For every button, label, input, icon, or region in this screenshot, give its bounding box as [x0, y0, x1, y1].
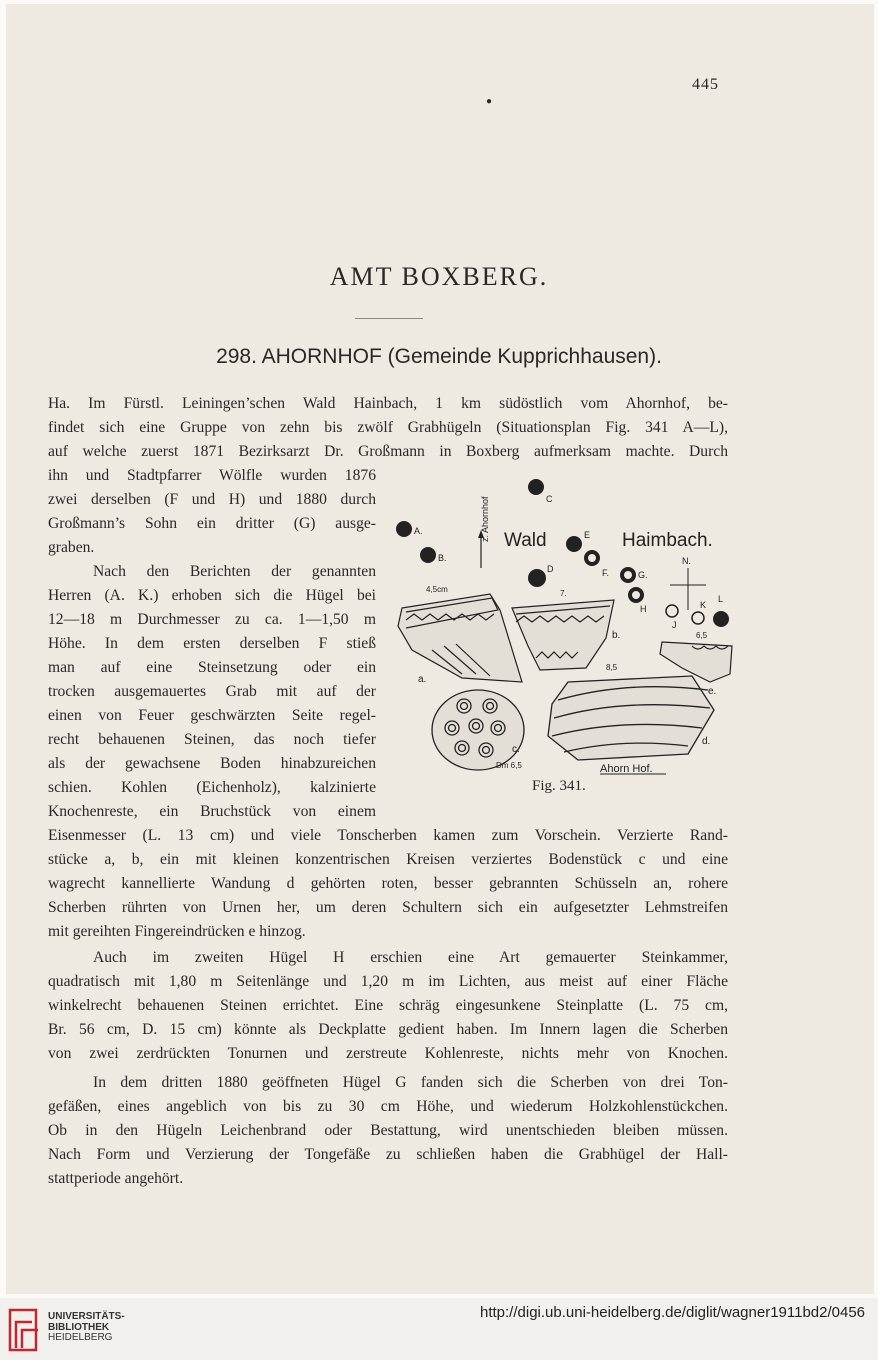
measure-label: 6,5 [696, 631, 708, 640]
mound-b [420, 547, 436, 563]
library-logo-icon [8, 1308, 42, 1352]
mound-label: D [547, 564, 554, 574]
sherd-c [432, 690, 524, 770]
mound-k [692, 612, 704, 624]
text-line: Ob in den Hügeln Leichenbrand oder Bestattung, wird unentschieden bleiben müssen. [48, 1122, 728, 1139]
page-number: 445 [692, 76, 719, 93]
text-line: quadratisch mit 1,80 m Seitenlänge und 1,20 m im Lichten, aus meist auf einer Fläche [48, 973, 728, 990]
text-line: schien. Kohlen (Eichenholz), kalzinierte [48, 779, 376, 796]
text-line: Br. 56 cm, D. 15 cm) könnte als Deckplatte gedient haben. Im Innern lagen die Scherben [48, 1021, 728, 1038]
mound-label: K [700, 600, 707, 610]
text-line: winkelrecht behauenen Steinen errichtet. Eine schräg eingesunkene Steinplatte (L. 75 cm, [48, 997, 728, 1014]
text-line: man auf eine Steinsetzung oder ein [48, 659, 376, 676]
sherd-a [398, 594, 522, 682]
mound-h [630, 589, 642, 601]
sherd-label: d. [702, 736, 711, 747]
forest-name-label: Haimbach. [622, 530, 713, 551]
mound-label: C [546, 494, 553, 504]
mound-f [586, 552, 598, 564]
library-line: BIBLIOTHEK [48, 1321, 110, 1333]
text-line: mit gereihten Fingereindrücken e hinzog. [48, 923, 306, 940]
text-line: von zwei zerdrückten Tonurnen und zerstreute Kohlenreste, nichts mehr von Knochen. [48, 1045, 728, 1062]
mound-label: E [584, 530, 591, 540]
text-line: Großmann’s Sohn ein dritter (G) ausge- [48, 515, 376, 532]
text-line: In dem dritten 1880 geöffneten Hügel G fanden sich die Scherben von drei Ton- [93, 1074, 728, 1091]
chapter-heading: AMT BOXBERG. [329, 262, 549, 291]
mound-d [528, 569, 546, 587]
text-line: Eisenmesser (L. 13 cm) und viele Tonscherben kamen zum Vorschein. Verzierte Rand- [48, 827, 728, 844]
place-label: Ahorn Hof. [600, 763, 653, 775]
text-line: Nach Form und Verzierung der Tongefäße zu schließen haben die Grabhügel der Hall- [48, 1146, 728, 1163]
text-line: 12—18 m Durchmesser zu ca. 1—1,50 m [48, 611, 376, 628]
text-line: trocken ausgemauertes Grab mit auf der [48, 683, 376, 700]
text-line: einen von Feuer geschwärzten Seite regel- [48, 707, 376, 724]
mound-e [566, 536, 582, 552]
text-line: Herren (A. K.) erhoben sich die Hügel bei [48, 587, 376, 604]
section-heading: 298. AHORNHOF (Gemeinde Kupprichhausen). [216, 345, 662, 368]
forest-label: Wald [504, 530, 547, 551]
mound-c [528, 479, 544, 495]
text-line: Ha. Im Fürstl. Leiningen’schen Wald Hainbach, 1 km südöstlich vom Ahornhof, be- [48, 395, 728, 412]
arrow-label: z. Ahornhof [480, 496, 490, 542]
text-line: Auch im zweiten Hügel H erschien eine Art gemauerter Steinkammer, [93, 949, 728, 966]
text-line: Nach den Berichten der genannten [93, 563, 376, 580]
measure-label: 8,5 [606, 663, 618, 672]
text-line: findet sich eine Gruppe von zehn bis zwölf Grabhügeln (Situationsplan Fig. 341 A—L), [48, 419, 728, 436]
mound-label: L [718, 594, 724, 604]
library-line: HEIDELBERG [48, 1332, 113, 1343]
measure-label: 7. [560, 589, 567, 598]
text-line: als der gewachsene Boden hinabzureichen [48, 755, 376, 772]
figure-caption: Fig. 341. [532, 778, 586, 794]
text-line: graben. [48, 539, 95, 556]
sherd-label: a. [418, 674, 427, 685]
heading-divider [355, 318, 423, 319]
mound-g [622, 569, 634, 581]
sherd-b [512, 600, 614, 670]
text-line: zwei derselben (F und H) und 1880 durch [48, 491, 376, 508]
figure-341-illustration [392, 460, 736, 805]
text-line: stücke a, b, ein mit kleinen konzentrischen Kreisen verziertes Bodenstück c und eine [48, 851, 728, 868]
text-line: wagrecht kannellierte Wandung d gehörten roten, besser gebrannten Schüsseln an, rohere [48, 875, 728, 892]
library-line: UNIVERSITÄTS- [48, 1311, 125, 1322]
text-line: Knochenreste, ein Bruchstück von einem [48, 803, 376, 820]
sherd-label: c. [512, 744, 520, 755]
speck-mark: ● [486, 96, 493, 107]
mound-label: B. [438, 553, 447, 563]
text-line: gefäßen, eines angeblich von bis zu 30 cm Höhe, und wiederum Holzkohlenstückchen. [48, 1098, 728, 1115]
mound-j [666, 605, 678, 617]
mound-label: G. [638, 570, 648, 580]
measure-label: 4,5cm [426, 585, 448, 594]
sherd-e [660, 642, 732, 682]
mound-label: F. [602, 568, 610, 578]
mound-label: N. [682, 556, 691, 566]
mound-a [396, 521, 412, 537]
text-line: Scherben rührten von Urnen her, um deren Schultern sich ein aufgesetzter Lehmstreifen [48, 899, 728, 916]
sherd-label: b. [612, 630, 621, 641]
text-line: stattperiode angehört. [48, 1170, 184, 1187]
mound-l [713, 611, 729, 627]
library-name [48, 1312, 125, 1344]
mound-label: H [640, 604, 647, 614]
sherd-label: e. [708, 686, 717, 697]
text-line: ihn und Stadtpfarrer Wölfle wurden 1876 [48, 467, 376, 484]
mound-label: A. [414, 526, 423, 536]
text-line: auf welche zuerst 1871 Bezirksarzt Dr. Großmann in Boxberg aufmerksam machte. Durch [48, 443, 728, 460]
text-line: Höhe. In dem ersten derselben F stieß [48, 635, 376, 652]
mound-label: J [672, 620, 677, 630]
measure-label: Dm 6,5 [496, 761, 522, 770]
sherd-d [548, 676, 717, 760]
text-line: recht behauenen Steinen, das noch tiefer [48, 731, 376, 748]
source-url-link[interactable]: http://digi.ub.uni-heidelberg.de/diglit/wagner1911bd2/0456 [480, 1304, 866, 1321]
